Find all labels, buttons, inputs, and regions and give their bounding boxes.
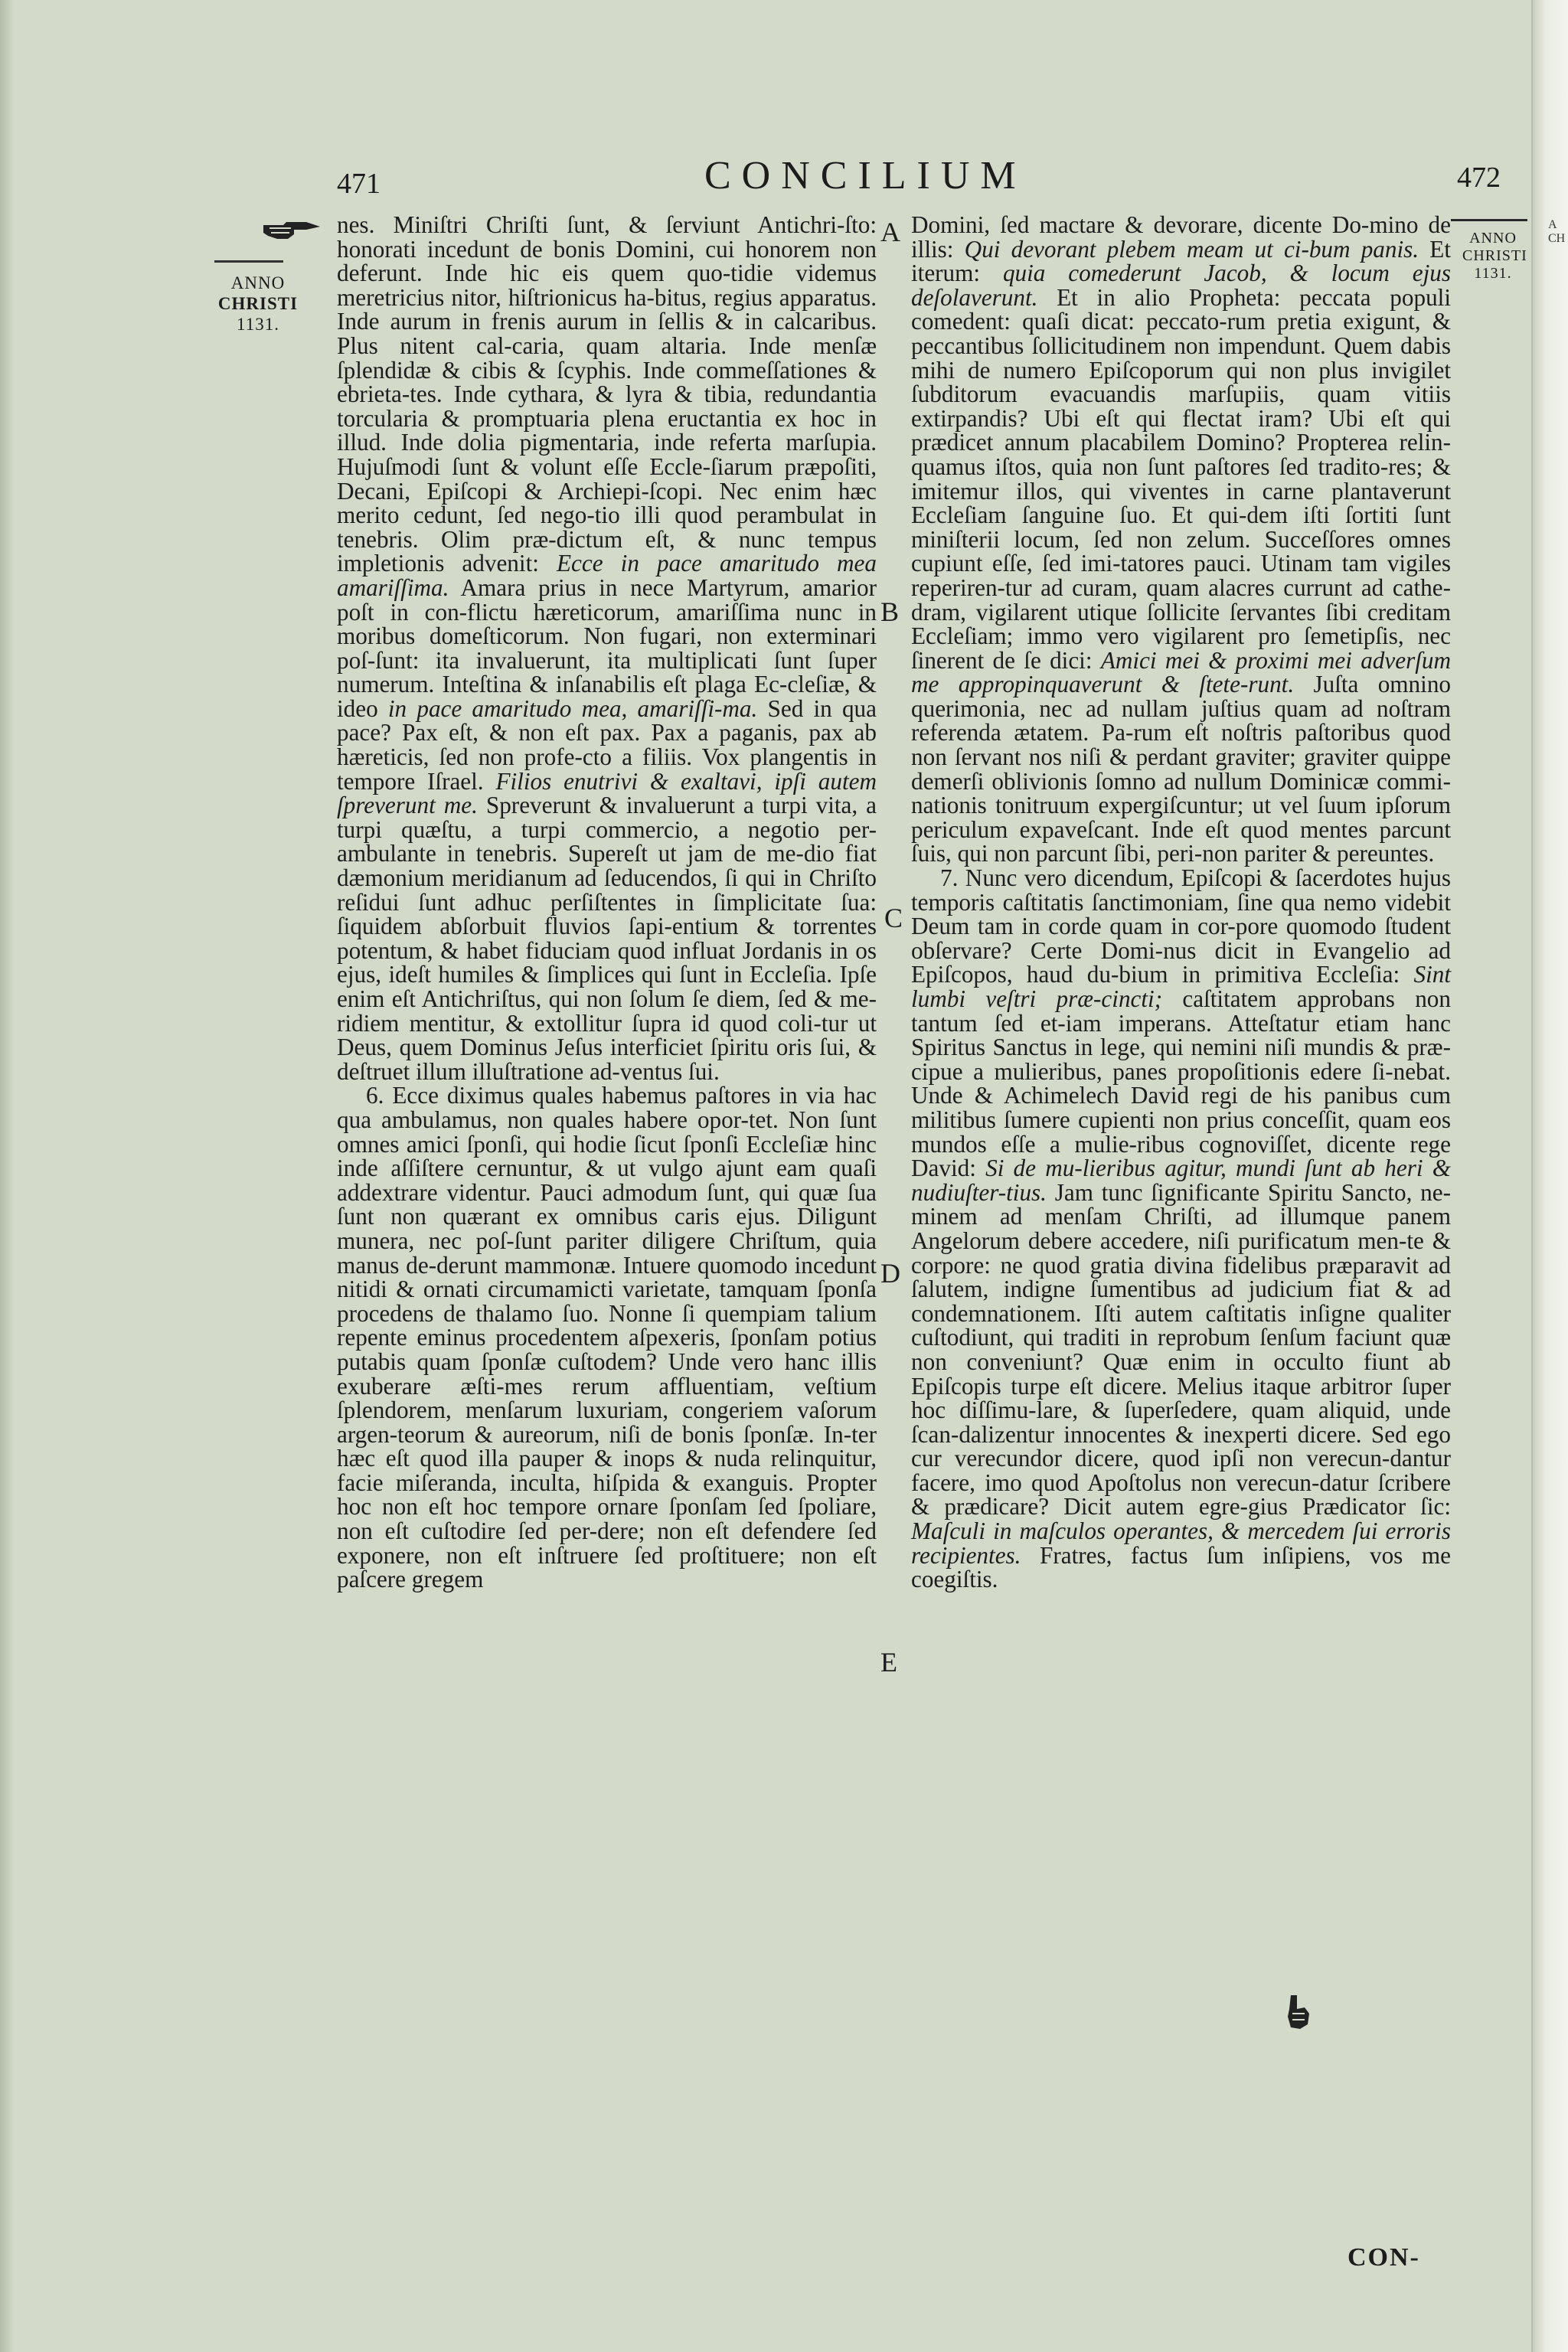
quotation: Maſculi in maſculos operantes, & mercedem ſui erroris recipientes. bbox=[911, 1517, 1451, 1569]
section-marker-d: D bbox=[880, 1258, 900, 1289]
quotation: quia comederunt Jacob, & locum ejus deſolaverunt. bbox=[911, 260, 1451, 311]
margin-note-year-right bbox=[1462, 230, 1527, 283]
margin-dash bbox=[214, 260, 283, 263]
text-run: Juſta omnino querimonia, nec ad nullam juſtius quam ad noſtram referenda ætatem. Pa-rum eſt noſtris paſtoribus quod non ſervant nos niſi & perdant graviter; graviter quippe demerſi oblivionis ſomno ad nullum Dominicæ commi-nationis tonitruum expergiſcuntur; ut vel ſuum ipſorum periculum expaveſcant. Inde eſt quod mentes parcunt ſuis, qui non parcunt ſibi, peri-non pariter & pereuntes. bbox=[911, 671, 1452, 867]
page-number-left: 471 bbox=[337, 168, 381, 200]
margin-note-line: 1131. bbox=[1474, 265, 1512, 282]
header-rule bbox=[1451, 219, 1527, 221]
quotation: Ecce in pace amaritudo mea amariſſima. bbox=[337, 550, 877, 601]
edge-margin-note bbox=[1548, 218, 1568, 246]
quotation: Amici mei & proximi mei adverſum me appropinquaverunt & ſtete-runt. bbox=[911, 646, 1451, 698]
page-edge bbox=[1531, 0, 1568, 2352]
running-header bbox=[337, 153, 1501, 199]
text-run: Sed in qua pace? Pax eſt, & non eſt pax. Pax a paganis, pax ab hæreticis, ſed non profe-cto a filiis. Vox plangentis in tempore Iſrael. bbox=[337, 694, 877, 795]
text-run: Amara prius in nece Martyrum, amarior poſt in con-flictu hæreticorum, amariſſima nunc in moribus domeſticorum. Non fugari, non exterminari poſ-ſunt: ita invaluerunt, ita multiplicati ſunt ſuper numerum. Inteſtina & inſanabilis eſt plaga Ec-cleſiæ, & ideo bbox=[337, 573, 877, 722]
section-marker-c: C bbox=[884, 903, 903, 933]
text-run: Spreverunt & invaluerunt a turpi vita, a turpi quæſtu, a turpi commercio, a negotio per-ambulante in tenebris. Supereſt ut jam de me-dio fiat dæmonium meridianum ad ſeducendos, ſi qui in Chriſto reſidui ſunt adhuc perſiſtentes in ſimplicitate ſua: ſiquidem abſorbuit fluvios ſapi-entium & torrentes potentum, & habet fiduciam quod influat Jordanis in os ejus, ideſt humiles & ſimplices qui ſunt in Eccleſia. Ipſe enim eſt Antichriſtus, qui non ſolum ſe diem, ſed & me-ridiem mentitur, & extollitur ſupra id quod coli-tur ut Deus, quem Dominus Jeſus interficiet ſpiritu oris ſui, & deſtruet illum illuſtratione ad-ventus ſui. bbox=[337, 792, 877, 1085]
text-run: caſtitatem approbans non tantum ſed et-iam imperans. Atteſtatur etiam hanc Spiritus Sanctus in lege, qui nemini niſi mundis & præ-cipue a mulieribus, panes propoſitionis edere ſi-nebat. Unde & Achimelech David regi de his panibus cum militibus ſumere cupienti non prius conceſſit, quam eos mundos eſſe a mulie-ribus cognoviſſet, dicente rege David: bbox=[911, 985, 1451, 1182]
gutter-shadow bbox=[0, 0, 14, 2352]
page-number-right: 472 bbox=[1457, 162, 1501, 194]
text-run: Domini, ſed mactare & devorare, dicente Do-mino de illis: bbox=[911, 211, 1451, 263]
pointing-hand-end-icon bbox=[1285, 1994, 1312, 2030]
paragraph-7 bbox=[911, 866, 1451, 1592]
pointing-hand-icon bbox=[260, 217, 322, 245]
quotation: Si de mu-lieribus agitur, mundi ſunt ab heri & nudiuſter-tius. bbox=[911, 1155, 1451, 1206]
quotation: Qui devorant plebem meam ut ci-bum panis. bbox=[964, 235, 1419, 263]
section-marker-a: A bbox=[880, 217, 900, 247]
quotation: in pace amaritudo mea, amariſſi-ma. bbox=[387, 694, 758, 722]
catchword: CON- bbox=[1348, 2243, 1420, 2272]
quotation: Filios enutrivi & exaltavi, ipſi autem ſpreverunt me. bbox=[337, 767, 877, 819]
text-run: Et in alio Propheta: peccata populi comedent: quaſi dicat: peccato-rum pretia exigunt, & peccantibus ſollicitudinem non impendunt. Quem dabis mihi de numero Epiſcoporum qui non plus invigilet ſubditorum evacuandis marſupiis, quam vitiis extirpandis? Ubi eſt qui flectat iram? Ubi eſt qui prædicet annum placabilem Domino? Propterea relin-quamus iſtos, quia non ſunt paſtores ſed tradito-res; & imitemur illos, qui viventes in carne plantaverunt Eccleſiam ſanguine ſuo. Et qui-dem iſti ſortiti ſunt miniſterii locum, ſed non zelum. Succeſſores omnes cupiunt eſſe, ſed imi-tatores pauci. Utinam tam vigiles reperiren-tur ad curam, quam alacres currunt ad cathe-dram, vigilarent utique ſollicite ſervantes ſibi creditam Eccleſiam; immo vero vigilarent pro ſemetipſis, nec ſinerent de ſe dici: bbox=[911, 283, 1451, 674]
margin-note-line: ANNO bbox=[230, 273, 286, 292]
section-marker-b: B bbox=[880, 596, 900, 627]
running-title: CONCILIUM bbox=[704, 154, 1027, 198]
margin-note-line: CHRISTI bbox=[1462, 247, 1527, 264]
paragraph-6: 6. Ecce diximus quales habemus paſtores in via hac qua ambulamus, non quales habere opor-tet. Non ſunt omnes amici ſponſi, qui hodie ſicut ſponſi Eccleſiæ hinc inde aſſiſtere cernuntur, & ut vulgo ajunt eam quaſi addextrare videntur. Pauci admodum ſunt, qui quæ ſua ſunt non quærant ex omnibus caris ejus. Diligunt munera, nec poſ-ſunt pariter diligere Chriſtum, quia manus de-derunt mammonæ. Intuere quomodo incedunt nitidi & ornati circumamicti varietate, tamquam ſponſa procedens de thalamo ſuo. Nonne ſi quempiam talium repente eminus procedentem aſpexeris, ſponſam potius putabis quam ſponſæ cuſtodem? Unde vero hanc illis exuberare æſti-mes rerum affluentiam, veſtium ſplendorem, menſarum luxuriam, congeriem vaſorum argen-teorum & aureorum, niſi de bonis ſponſæ. In-ter hæc eſt quod illa pauper & inops & nuda relinquitur, facie miſeranda, inculta, hiſpida & exanguis. Propter hoc non eſt hoc tempore ornare ſponſam ſed ſpoliare, non eſt cuſtodire ſed per-dere; non eſt defendere ſed exponere, non eſt inſtruere ſed proſtituere; non eſt paſcere gregem bbox=[337, 1082, 877, 1593]
paragraph bbox=[337, 213, 877, 1083]
text-run: Fratres, factus ſum inſipiens, vos me coegiſtis. bbox=[911, 1541, 1451, 1593]
edge-label-line: A bbox=[1548, 218, 1557, 231]
right-column bbox=[911, 213, 1451, 1592]
margin-note-year-left bbox=[208, 273, 308, 335]
text-run: Et iterum: bbox=[911, 235, 1451, 287]
left-column bbox=[337, 213, 877, 1592]
margin-note-line: ANNO bbox=[1469, 230, 1517, 247]
margin-note-line: 1131. bbox=[237, 315, 279, 334]
paragraph bbox=[911, 213, 1451, 866]
text-run: Jam tunc ſignificante Spiritu Sancto, ne-minem ad menſam Chriſti, ad illumque panem Angelorum debere accedere, niſi purificatum men-te & corpore: ne quod gratia divina fidelibus præparavit ad ſalutem, indigne ſumentibus ad judicium fiat & ad condemnationem. Iſti autem caſtitatis inſigne qualiter cuſtodiunt, qui traditi in reprobum ſenſum faciunt quæ non conveniunt? Quæ enim in occulto fiunt ab Epiſcopis turpe eſt dicere. Melius itaque arbitror ſuper hoc diſſimu-lare, & ſuperſedere, quam aliquid, unde ſcan-dalizentur innocentes & inexperti dicere. Sed ego cur verecundor dicere, quod ipſi non verecun-dantur facere, imo quod Apoſtolus non verecun-datur ſcribere & prædicare? Dicit autem egre-gius Prædicator ſic: bbox=[911, 1178, 1451, 1521]
section-marker-e: E bbox=[880, 1647, 897, 1677]
quotation: Sint lumbi veſtri præ-cincti; bbox=[911, 961, 1451, 1012]
text-run: 7. Nunc vero dicendum, Epiſcopi & ſacerdotes hujus temporis caſtitatis ſanctimoniam, ſine qua nemo videbit Deum tam in corde quam in cor-pore quomodo ſtudent obſervare? Certe Domi-nus dicit in Evangelio ad Epiſcopos, haud du-bium in primitiva Eccleſia: bbox=[911, 864, 1451, 988]
margin-note-line: CHRISTI bbox=[217, 294, 299, 313]
text-run: nes. Miniſtri Chriſti ſunt, & ſerviunt Antichri-ſto: honorati incedunt de bonis Domini, cui honorem non deferunt. Inde hic eis quem quo-tidie videmus meretricius nitor, hiſtrionicus ha-bitus, regius apparatus. Inde aurum in frenis aurum in ſellis & in calcaribus. Plus nitent cal-caria, quam altaria. Inde menſæ ſplendidæ & cibis & ſcyphis. Inde commeſſationes & ebrieta-tes. Inde cythara, & lyra & tibia, redundantia torcularia & promptuaria plena eructantia ex hoc in illud. Inde dolia pigmentaria, inde referta marſupia. Hujuſmodi ſunt & volunt eſſe Eccle-ſiarum præpoſiti, Decani, Epiſcopi & Archiepi-ſcopi. Nec enim hæc merito cedunt, ſed nego-tio illi quod perambulat in tenebris. Olim præ-dictum eſt, & nunc tempus impletionis advenit: bbox=[337, 211, 877, 577]
edge-label-line: CH bbox=[1548, 232, 1566, 245]
